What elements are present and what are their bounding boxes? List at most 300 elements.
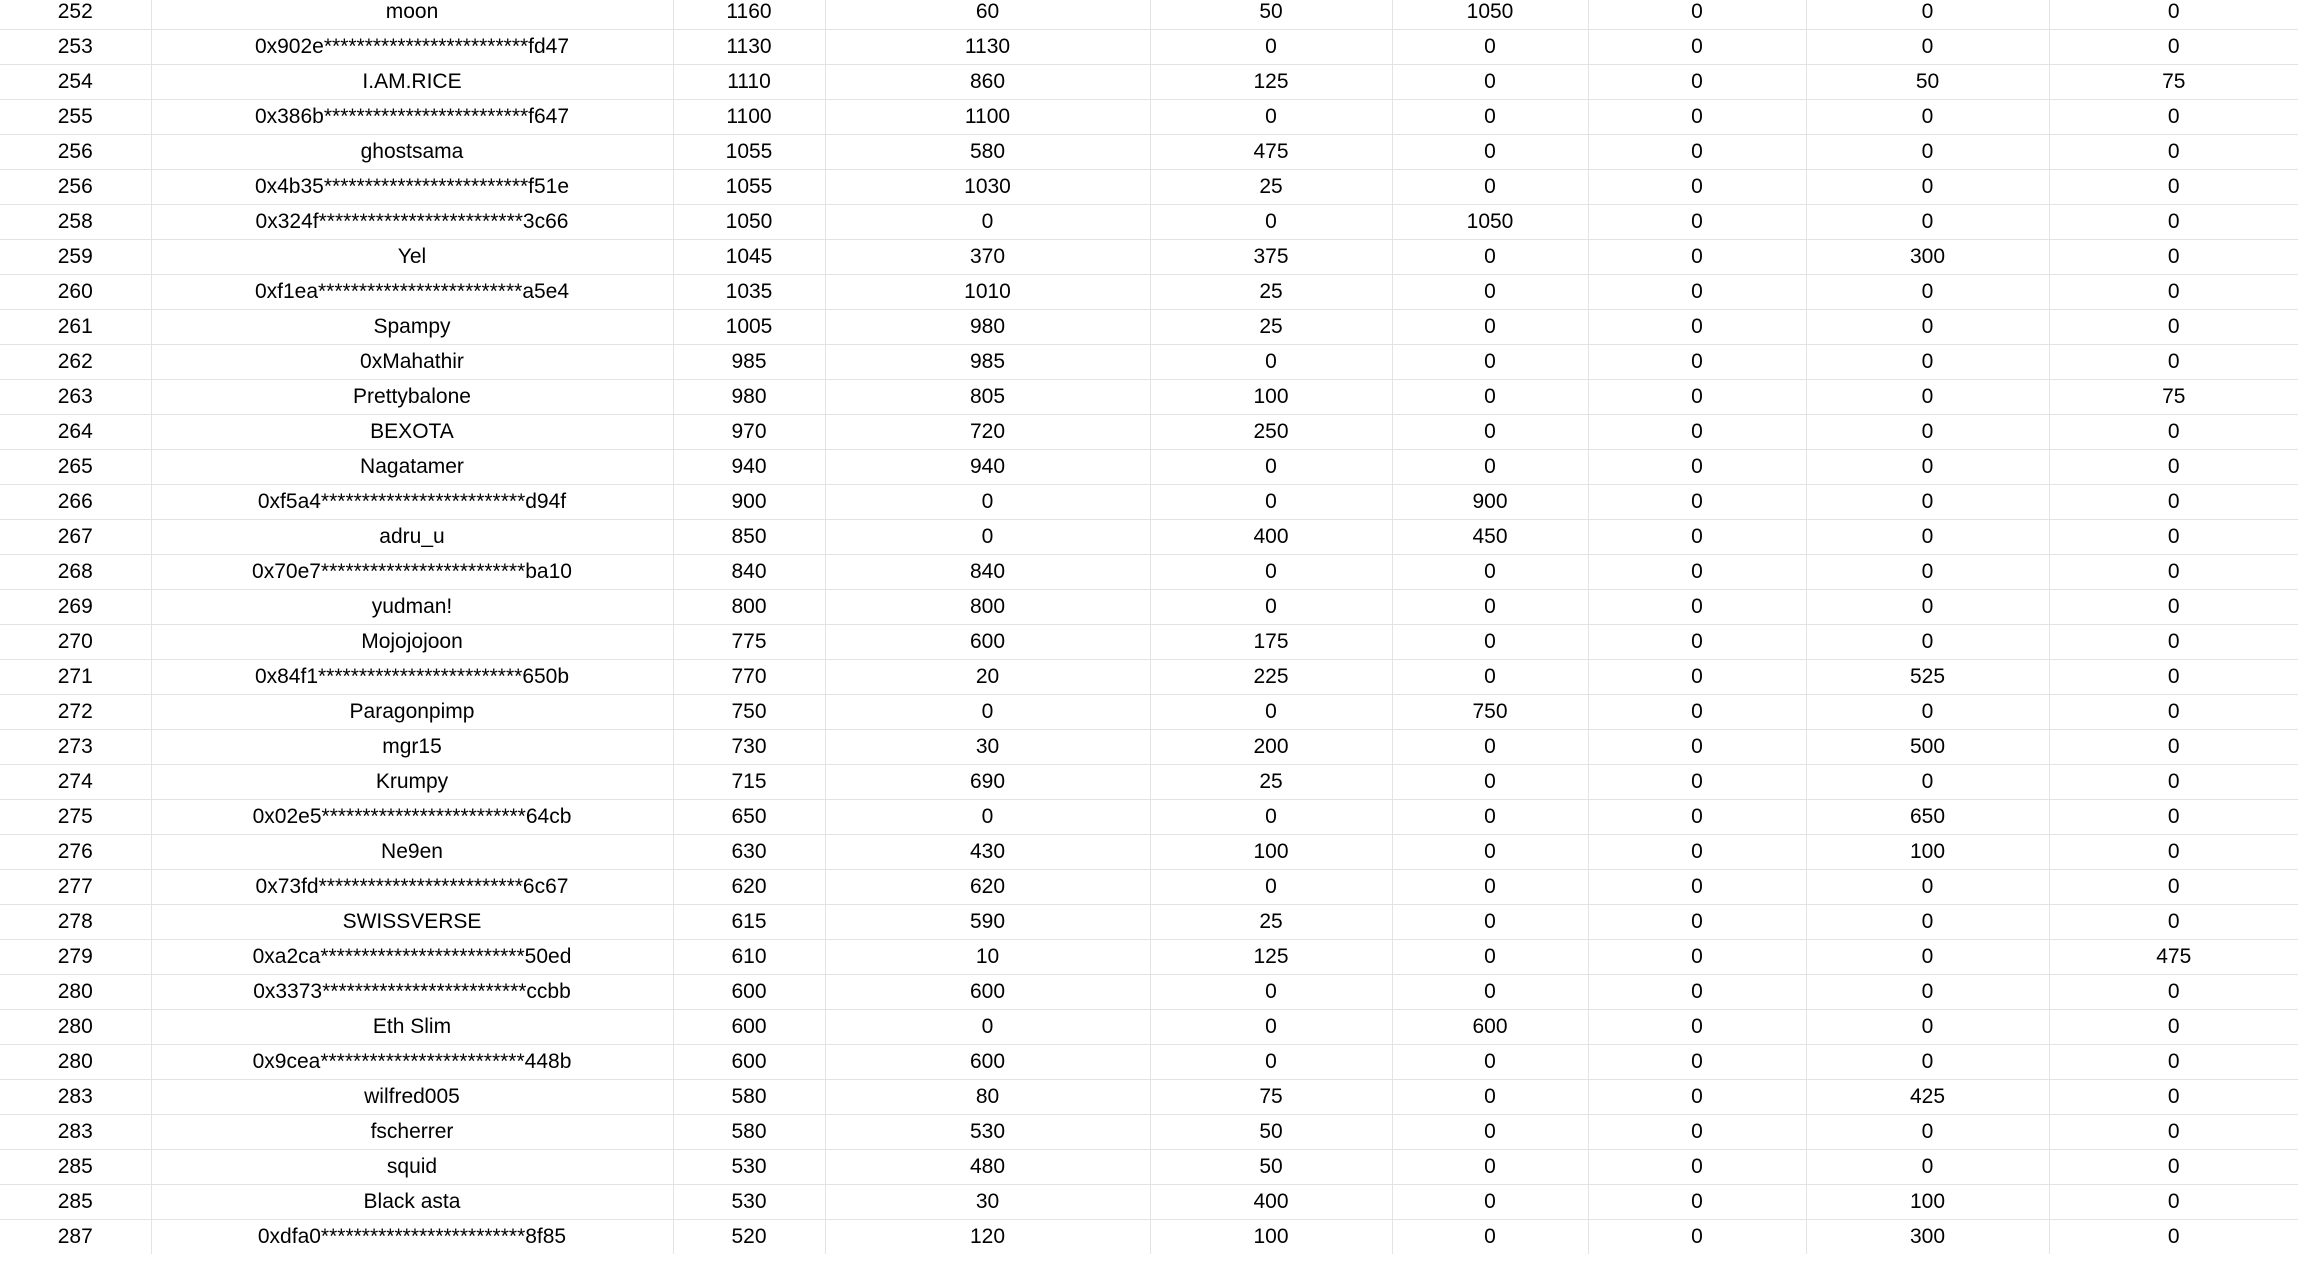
rank-cell[interactable]: 266 bbox=[0, 485, 151, 520]
col-4-cell[interactable]: 985 bbox=[825, 345, 1150, 380]
col-5-cell[interactable]: 125 bbox=[1150, 65, 1392, 100]
rank-cell[interactable]: 271 bbox=[0, 660, 151, 695]
col-7-cell[interactable]: 0 bbox=[1588, 1045, 1806, 1080]
col-8-cell[interactable]: 0 bbox=[1806, 1115, 2049, 1150]
col-9-cell[interactable]: 0 bbox=[2049, 1115, 2298, 1150]
col-7-cell[interactable]: 0 bbox=[1588, 730, 1806, 765]
col-5-cell[interactable]: 0 bbox=[1150, 870, 1392, 905]
rank-cell[interactable]: 269 bbox=[0, 590, 151, 625]
name-cell[interactable]: Mojojojoon bbox=[151, 625, 673, 660]
col-7-cell[interactable]: 0 bbox=[1588, 520, 1806, 555]
col-7-cell[interactable]: 0 bbox=[1588, 485, 1806, 520]
col-4-cell[interactable]: 590 bbox=[825, 905, 1150, 940]
name-cell[interactable]: ghostsama bbox=[151, 135, 673, 170]
col-5-cell[interactable]: 25 bbox=[1150, 765, 1392, 800]
col-6-cell[interactable]: 1050 bbox=[1392, 0, 1588, 30]
col-9-cell[interactable]: 0 bbox=[2049, 275, 2298, 310]
col-5-cell[interactable]: 225 bbox=[1150, 660, 1392, 695]
col-5-cell[interactable]: 400 bbox=[1150, 520, 1392, 555]
name-cell[interactable]: SWISSVERSE bbox=[151, 905, 673, 940]
name-cell[interactable]: Eth Slim bbox=[151, 1010, 673, 1045]
col-6-cell[interactable]: 0 bbox=[1392, 310, 1588, 345]
col-4-cell[interactable]: 840 bbox=[825, 555, 1150, 590]
col-6-cell[interactable]: 0 bbox=[1392, 240, 1588, 275]
total-cell[interactable]: 940 bbox=[673, 450, 825, 485]
col-8-cell[interactable]: 0 bbox=[1806, 345, 2049, 380]
col-7-cell[interactable]: 0 bbox=[1588, 0, 1806, 30]
total-cell[interactable]: 600 bbox=[673, 1045, 825, 1080]
col-4-cell[interactable]: 940 bbox=[825, 450, 1150, 485]
col-4-cell[interactable]: 370 bbox=[825, 240, 1150, 275]
col-6-cell[interactable]: 0 bbox=[1392, 275, 1588, 310]
col-8-cell[interactable]: 0 bbox=[1806, 905, 2049, 940]
name-cell[interactable]: 0x73fd*************************6c67 bbox=[151, 870, 673, 905]
col-4-cell[interactable]: 620 bbox=[825, 870, 1150, 905]
col-8-cell[interactable]: 650 bbox=[1806, 800, 2049, 835]
col-7-cell[interactable]: 0 bbox=[1588, 65, 1806, 100]
col-9-cell[interactable]: 75 bbox=[2049, 380, 2298, 415]
col-4-cell[interactable]: 600 bbox=[825, 975, 1150, 1010]
total-cell[interactable]: 1055 bbox=[673, 135, 825, 170]
col-6-cell[interactable]: 600 bbox=[1392, 1010, 1588, 1045]
total-cell[interactable]: 1045 bbox=[673, 240, 825, 275]
col-8-cell[interactable]: 300 bbox=[1806, 240, 2049, 275]
name-cell[interactable]: adru_u bbox=[151, 520, 673, 555]
rank-cell[interactable]: 276 bbox=[0, 835, 151, 870]
total-cell[interactable]: 580 bbox=[673, 1080, 825, 1115]
col-6-cell[interactable]: 0 bbox=[1392, 1185, 1588, 1220]
col-6-cell[interactable]: 0 bbox=[1392, 415, 1588, 450]
col-4-cell[interactable]: 690 bbox=[825, 765, 1150, 800]
col-5-cell[interactable]: 25 bbox=[1150, 275, 1392, 310]
col-5-cell[interactable]: 50 bbox=[1150, 0, 1392, 30]
col-9-cell[interactable]: 0 bbox=[2049, 730, 2298, 765]
col-8-cell[interactable]: 525 bbox=[1806, 660, 2049, 695]
col-7-cell[interactable]: 0 bbox=[1588, 555, 1806, 590]
name-cell[interactable]: 0x84f1*************************650b bbox=[151, 660, 673, 695]
col-7-cell[interactable]: 0 bbox=[1588, 870, 1806, 905]
col-7-cell[interactable]: 0 bbox=[1588, 1185, 1806, 1220]
rank-cell[interactable]: 280 bbox=[0, 1045, 151, 1080]
col-5-cell[interactable]: 25 bbox=[1150, 170, 1392, 205]
col-4-cell[interactable]: 1030 bbox=[825, 170, 1150, 205]
col-4-cell[interactable]: 0 bbox=[825, 205, 1150, 240]
col-4-cell[interactable]: 120 bbox=[825, 1220, 1150, 1255]
col-4-cell[interactable]: 800 bbox=[825, 590, 1150, 625]
col-5-cell[interactable]: 50 bbox=[1150, 1150, 1392, 1185]
name-cell[interactable]: 0x70e7*************************ba10 bbox=[151, 555, 673, 590]
col-6-cell[interactable]: 0 bbox=[1392, 1115, 1588, 1150]
rank-cell[interactable]: 283 bbox=[0, 1115, 151, 1150]
col-7-cell[interactable]: 0 bbox=[1588, 695, 1806, 730]
col-5-cell[interactable]: 25 bbox=[1150, 310, 1392, 345]
rank-cell[interactable]: 270 bbox=[0, 625, 151, 660]
col-8-cell[interactable]: 0 bbox=[1806, 1010, 2049, 1045]
total-cell[interactable]: 775 bbox=[673, 625, 825, 660]
name-cell[interactable]: 0x386b*************************f647 bbox=[151, 100, 673, 135]
col-9-cell[interactable]: 0 bbox=[2049, 1080, 2298, 1115]
col-9-cell[interactable]: 0 bbox=[2167, 1225, 2180, 1248]
col-5-cell[interactable]: 375 bbox=[1150, 240, 1392, 275]
col-9-cell[interactable]: 0 bbox=[2049, 310, 2298, 345]
col-8-cell[interactable]: 0 bbox=[1806, 975, 2049, 1010]
col-8-cell[interactable]: 0 bbox=[1806, 940, 2049, 975]
col-5-cell[interactable]: 100 bbox=[1150, 1220, 1392, 1255]
col-5-cell[interactable]: 0 bbox=[1150, 800, 1392, 835]
col-9-cell[interactable]: 75 bbox=[2049, 65, 2298, 100]
col-9-cell[interactable]: 0 bbox=[2049, 135, 2298, 170]
rank-cell[interactable]: 280 bbox=[0, 975, 151, 1010]
col-4-cell[interactable]: 1010 bbox=[825, 275, 1150, 310]
col-9-cell[interactable]: 0 bbox=[2049, 30, 2298, 65]
col-7-cell[interactable]: 0 bbox=[1588, 170, 1806, 205]
col-8-cell[interactable]: 0 bbox=[1806, 0, 2049, 30]
col-5-cell[interactable]: 475 bbox=[1150, 135, 1392, 170]
col-7-cell[interactable]: 0 bbox=[1588, 100, 1806, 135]
col-4-cell[interactable]: 0 bbox=[825, 520, 1150, 555]
total-cell[interactable]: 530 bbox=[673, 1185, 825, 1220]
name-cell[interactable]: 0xMahathir bbox=[151, 345, 673, 380]
name-cell[interactable]: 0x902e*************************fd47 bbox=[151, 30, 673, 65]
col-4-cell[interactable]: 980 bbox=[825, 310, 1150, 345]
col-7-cell[interactable]: 0 bbox=[1588, 1080, 1806, 1115]
col-7-cell[interactable]: 0 bbox=[1588, 135, 1806, 170]
col-9-cell[interactable]: 0 bbox=[2049, 450, 2298, 485]
total-cell[interactable]: 620 bbox=[673, 870, 825, 905]
col-4-cell[interactable]: 1100 bbox=[825, 100, 1150, 135]
rank-cell[interactable]: 267 bbox=[0, 520, 151, 555]
col-8-cell[interactable]: 0 bbox=[1806, 1045, 2049, 1080]
name-cell[interactable]: 0xa2ca*************************50ed bbox=[151, 940, 673, 975]
col-7-cell[interactable]: 0 bbox=[1588, 240, 1806, 275]
col-7-cell[interactable]: 0 bbox=[1588, 590, 1806, 625]
total-cell[interactable]: 530 bbox=[673, 1150, 825, 1185]
total-cell[interactable]: 1055 bbox=[673, 170, 825, 205]
rank-cell[interactable]: 283 bbox=[0, 1080, 151, 1115]
col-7-cell[interactable]: 0 bbox=[1588, 765, 1806, 800]
col-9-cell[interactable]: 0 bbox=[2049, 695, 2298, 730]
col-9-cell[interactable]: 0 bbox=[2049, 0, 2298, 30]
col-9-cell[interactable]: 0 bbox=[2049, 100, 2298, 135]
rank-cell[interactable]: 285 bbox=[0, 1185, 151, 1220]
col-7-cell[interactable]: 0 bbox=[1588, 1010, 1806, 1045]
rank-cell[interactable]: 285 bbox=[0, 1150, 151, 1185]
col-9-cell[interactable]: 0 bbox=[2049, 625, 2298, 660]
total-cell[interactable]: 1160 bbox=[673, 0, 825, 30]
total-cell[interactable]: 840 bbox=[673, 555, 825, 590]
name-cell[interactable]: wilfred005 bbox=[151, 1080, 673, 1115]
col-9-cell[interactable]: 0 bbox=[2049, 170, 2298, 205]
col-7-cell[interactable]: 0 bbox=[1588, 415, 1806, 450]
col-8-cell[interactable]: 100 bbox=[1806, 835, 2049, 870]
col-5-cell[interactable]: 25 bbox=[1150, 905, 1392, 940]
col-6-cell[interactable]: 0 bbox=[1392, 765, 1588, 800]
col-4-cell[interactable]: 530 bbox=[825, 1115, 1150, 1150]
total-cell[interactable]: 985 bbox=[673, 345, 825, 380]
name-cell[interactable]: I.AM.RICE bbox=[151, 65, 673, 100]
col-5-cell[interactable]: 0 bbox=[1150, 695, 1392, 730]
rank-cell[interactable]: 287 bbox=[0, 1220, 151, 1255]
col-6-cell[interactable]: 0 bbox=[1392, 905, 1588, 940]
rank-cell[interactable]: 259 bbox=[0, 240, 151, 275]
col-9-cell[interactable]: 0 bbox=[2049, 1150, 2298, 1185]
total-cell[interactable]: 1050 bbox=[673, 205, 825, 240]
name-cell[interactable]: Krumpy bbox=[151, 765, 673, 800]
col-5-cell[interactable]: 50 bbox=[1150, 1115, 1392, 1150]
col-7-cell[interactable]: 0 bbox=[1588, 205, 1806, 240]
col-4-cell[interactable]: 10 bbox=[825, 940, 1150, 975]
col-6-cell[interactable]: 0 bbox=[1392, 1220, 1588, 1255]
total-cell[interactable]: 1005 bbox=[673, 310, 825, 345]
total-cell[interactable]: 615 bbox=[673, 905, 825, 940]
name-cell[interactable]: Paragonpimp bbox=[151, 695, 673, 730]
col-5-cell[interactable]: 400 bbox=[1150, 1185, 1392, 1220]
total-cell[interactable]: 580 bbox=[673, 1115, 825, 1150]
col-8-cell[interactable]: 0 bbox=[1806, 695, 2049, 730]
rank-cell[interactable]: 279 bbox=[0, 940, 151, 975]
col-5-cell[interactable]: 75 bbox=[1150, 1080, 1392, 1115]
rank-cell[interactable]: 256 bbox=[0, 170, 151, 205]
rank-cell[interactable]: 280 bbox=[0, 1010, 151, 1045]
col-6-cell[interactable]: 0 bbox=[1392, 835, 1588, 870]
name-cell[interactable]: 0x02e5*************************64cb bbox=[151, 800, 673, 835]
rank-cell[interactable]: 278 bbox=[0, 905, 151, 940]
col-8-cell[interactable]: 0 bbox=[1806, 555, 2049, 590]
col-5-cell[interactable]: 0 bbox=[1150, 1010, 1392, 1045]
col-6-cell[interactable]: 1050 bbox=[1392, 205, 1588, 240]
name-cell[interactable]: moon bbox=[151, 0, 673, 30]
rank-cell[interactable]: 260 bbox=[0, 275, 151, 310]
name-cell[interactable]: Ne9en bbox=[151, 835, 673, 870]
name-cell[interactable]: 0x3373*************************ccbb bbox=[151, 975, 673, 1010]
col-8-cell[interactable]: 0 bbox=[1806, 765, 2049, 800]
total-cell[interactable]: 770 bbox=[673, 660, 825, 695]
col-6-cell[interactable]: 0 bbox=[1392, 730, 1588, 765]
col-4-cell[interactable]: 720 bbox=[825, 415, 1150, 450]
name-cell[interactable]: yudman! bbox=[151, 590, 673, 625]
col-8-cell[interactable]: 500 bbox=[1806, 730, 2049, 765]
col-9-cell[interactable]: 0 bbox=[2049, 800, 2298, 835]
name-cell[interactable]: Yel bbox=[151, 240, 673, 275]
name-cell[interactable]: 0xdfa0*************************8f85 bbox=[151, 1220, 673, 1255]
col-5-cell[interactable]: 0 bbox=[1150, 1045, 1392, 1080]
col-7-cell[interactable]: 0 bbox=[1588, 30, 1806, 65]
col-7-cell[interactable]: 0 bbox=[1588, 835, 1806, 870]
col-7-cell[interactable]: 0 bbox=[1588, 625, 1806, 660]
total-cell[interactable]: 715 bbox=[673, 765, 825, 800]
rank-cell[interactable]: 261 bbox=[0, 310, 151, 345]
col-8-cell[interactable]: 100 bbox=[1806, 1185, 2049, 1220]
col-4-cell[interactable]: 80 bbox=[825, 1080, 1150, 1115]
col-6-cell[interactable]: 0 bbox=[1392, 800, 1588, 835]
col-8-cell[interactable]: 0 bbox=[1806, 485, 2049, 520]
col-9-cell[interactable]: 0 bbox=[2049, 415, 2298, 450]
col-6-cell[interactable]: 0 bbox=[1392, 450, 1588, 485]
name-cell[interactable]: 0xf1ea*************************a5e4 bbox=[151, 275, 673, 310]
total-cell[interactable]: 600 bbox=[673, 975, 825, 1010]
col-4-cell[interactable]: 0 bbox=[825, 485, 1150, 520]
rank-cell[interactable]: 262 bbox=[0, 345, 151, 380]
col-9-cell[interactable]: 0 bbox=[2049, 660, 2298, 695]
col-4-cell[interactable]: 480 bbox=[825, 1150, 1150, 1185]
name-cell[interactable]: 0x9cea*************************448b bbox=[151, 1045, 673, 1080]
col-6-cell[interactable]: 0 bbox=[1392, 380, 1588, 415]
col-5-cell[interactable]: 100 bbox=[1150, 835, 1392, 870]
name-cell[interactable]: squid bbox=[151, 1150, 673, 1185]
total-cell[interactable]: 1100 bbox=[673, 100, 825, 135]
col-7-cell[interactable]: 0 bbox=[1588, 1115, 1806, 1150]
total-cell[interactable]: 980 bbox=[673, 380, 825, 415]
col-4-cell[interactable]: 20 bbox=[825, 660, 1150, 695]
total-cell[interactable]: 650 bbox=[673, 800, 825, 835]
col-9-cell[interactable]: 0 bbox=[2049, 1010, 2298, 1045]
name-cell[interactable]: Black asta bbox=[151, 1185, 673, 1220]
rank-cell[interactable]: 256 bbox=[0, 135, 151, 170]
total-cell[interactable]: 970 bbox=[673, 415, 825, 450]
col-9-cell[interactable]: 0 bbox=[2049, 555, 2298, 590]
col-6-cell[interactable]: 0 bbox=[1392, 1150, 1588, 1185]
col-4-cell[interactable]: 1130 bbox=[825, 30, 1150, 65]
col-7-cell[interactable]: 0 bbox=[1588, 1220, 1806, 1255]
total-cell[interactable]: 900 bbox=[673, 485, 825, 520]
col-9-cell[interactable]: 0 bbox=[2049, 485, 2298, 520]
col-7-cell[interactable]: 0 bbox=[1588, 905, 1806, 940]
col-9-cell[interactable]: 475 bbox=[2049, 940, 2298, 975]
col-4-cell[interactable]: 600 bbox=[825, 1045, 1150, 1080]
col-4-cell[interactable]: 0 bbox=[825, 695, 1150, 730]
col-6-cell[interactable]: 900 bbox=[1392, 485, 1588, 520]
rank-cell[interactable]: 273 bbox=[0, 730, 151, 765]
col-8-cell[interactable]: 0 bbox=[1806, 135, 2049, 170]
col-7-cell[interactable]: 0 bbox=[1588, 940, 1806, 975]
rank-cell[interactable]: 274 bbox=[0, 765, 151, 800]
col-7-cell[interactable]: 0 bbox=[1588, 450, 1806, 485]
col-8-cell[interactable]: 0 bbox=[1806, 310, 2049, 345]
col-8-cell[interactable]: 425 bbox=[1806, 1080, 2049, 1115]
col-7-cell[interactable]: 0 bbox=[1588, 275, 1806, 310]
col-6-cell[interactable]: 0 bbox=[1392, 170, 1588, 205]
col-6-cell[interactable]: 450 bbox=[1392, 520, 1588, 555]
col-6-cell[interactable]: 0 bbox=[1392, 660, 1588, 695]
col-5-cell[interactable]: 0 bbox=[1150, 485, 1392, 520]
col-7-cell[interactable]: 0 bbox=[1588, 310, 1806, 345]
col-6-cell[interactable]: 0 bbox=[1392, 1045, 1588, 1080]
col-6-cell[interactable]: 0 bbox=[1392, 345, 1588, 380]
col-4-cell[interactable]: 580 bbox=[825, 135, 1150, 170]
col-8-cell[interactable]: 0 bbox=[1806, 380, 2049, 415]
name-cell[interactable]: 0x324f*************************3c66 bbox=[151, 205, 673, 240]
col-6-cell[interactable]: 0 bbox=[1392, 940, 1588, 975]
name-cell[interactable]: Spampy bbox=[151, 310, 673, 345]
total-cell[interactable]: 610 bbox=[673, 940, 825, 975]
col-6-cell[interactable]: 0 bbox=[1392, 590, 1588, 625]
col-5-cell[interactable]: 250 bbox=[1150, 415, 1392, 450]
col-5-cell[interactable]: 100 bbox=[1150, 380, 1392, 415]
rank-cell[interactable]: 272 bbox=[0, 695, 151, 730]
rank-cell[interactable]: 268 bbox=[0, 555, 151, 590]
total-cell[interactable]: 520 bbox=[673, 1220, 825, 1255]
total-cell[interactable]: 1130 bbox=[673, 30, 825, 65]
col-8-cell[interactable]: 0 bbox=[1806, 100, 2049, 135]
col-6-cell[interactable]: 0 bbox=[1392, 975, 1588, 1010]
col-7-cell[interactable]: 0 bbox=[1588, 380, 1806, 415]
col-6-cell[interactable]: 0 bbox=[1392, 65, 1588, 100]
col-9-cell[interactable]: 0 bbox=[2049, 590, 2298, 625]
col-6-cell[interactable]: 0 bbox=[1392, 870, 1588, 905]
col-7-cell[interactable]: 0 bbox=[1588, 1150, 1806, 1185]
col-9-cell[interactable]: 0 bbox=[2049, 1185, 2298, 1220]
col-8-cell[interactable]: 0 bbox=[1806, 1150, 2049, 1185]
col-4-cell[interactable]: 30 bbox=[825, 730, 1150, 765]
col-8-cell[interactable]: 300 bbox=[1806, 1220, 2049, 1255]
col-6-cell[interactable]: 0 bbox=[1392, 625, 1588, 660]
total-cell[interactable]: 750 bbox=[673, 695, 825, 730]
col-4-cell[interactable]: 860 bbox=[825, 65, 1150, 100]
col-9-cell[interactable]: 0 bbox=[2049, 765, 2298, 800]
col-6-cell[interactable]: 0 bbox=[1392, 100, 1588, 135]
rank-cell[interactable]: 255 bbox=[0, 100, 151, 135]
col-4-cell[interactable]: 805 bbox=[825, 380, 1150, 415]
col-6-cell[interactable]: 750 bbox=[1392, 695, 1588, 730]
total-cell[interactable]: 730 bbox=[673, 730, 825, 765]
col-5-cell[interactable]: 0 bbox=[1150, 345, 1392, 380]
col-8-cell[interactable]: 0 bbox=[1806, 205, 2049, 240]
total-cell[interactable]: 850 bbox=[673, 520, 825, 555]
col-8-cell[interactable]: 0 bbox=[1806, 590, 2049, 625]
col-4-cell[interactable]: 0 bbox=[825, 1010, 1150, 1045]
total-cell[interactable]: 800 bbox=[673, 590, 825, 625]
col-9-cell[interactable]: 0 bbox=[2049, 870, 2298, 905]
name-cell[interactable]: fscherrer bbox=[151, 1115, 673, 1150]
rank-cell[interactable]: 253 bbox=[0, 30, 151, 65]
col-4-cell[interactable]: 0 bbox=[825, 800, 1150, 835]
col-5-cell[interactable]: 0 bbox=[1150, 590, 1392, 625]
col-5-cell[interactable]: 0 bbox=[1150, 975, 1392, 1010]
col-5-cell[interactable]: 0 bbox=[1150, 555, 1392, 590]
col-9-cell[interactable]: 0 bbox=[2049, 240, 2298, 275]
name-cell[interactable]: 0xf5a4*************************d94f bbox=[151, 485, 673, 520]
name-cell[interactable]: mgr15 bbox=[151, 730, 673, 765]
rank-cell[interactable]: 263 bbox=[0, 380, 151, 415]
col-9-cell[interactable]: 0 bbox=[2049, 835, 2298, 870]
name-cell[interactable]: Prettybalone bbox=[151, 380, 673, 415]
rank-cell[interactable]: 252 bbox=[0, 0, 151, 30]
col-8-cell[interactable]: 0 bbox=[1806, 30, 2049, 65]
col-8-cell[interactable]: 50 bbox=[1806, 65, 2049, 100]
col-9-cell[interactable]: 0 bbox=[2049, 975, 2298, 1010]
col-9-cell[interactable]: 0 bbox=[2049, 905, 2298, 940]
total-cell[interactable]: 1110 bbox=[673, 65, 825, 100]
col-4-cell[interactable]: 30 bbox=[825, 1185, 1150, 1220]
col-6-cell[interactable]: 0 bbox=[1392, 1080, 1588, 1115]
rank-cell[interactable]: 264 bbox=[0, 415, 151, 450]
col-7-cell[interactable]: 0 bbox=[1588, 660, 1806, 695]
col-5-cell[interactable]: 175 bbox=[1150, 625, 1392, 660]
name-cell[interactable]: Nagatamer bbox=[151, 450, 673, 485]
col-6-cell[interactable]: 0 bbox=[1392, 135, 1588, 170]
col-8-cell[interactable]: 0 bbox=[1806, 870, 2049, 905]
col-8-cell[interactable]: 0 bbox=[1806, 450, 2049, 485]
total-cell[interactable]: 630 bbox=[673, 835, 825, 870]
col-8-cell[interactable]: 0 bbox=[1806, 275, 2049, 310]
rank-cell[interactable]: 277 bbox=[0, 870, 151, 905]
col-5-cell[interactable]: 0 bbox=[1150, 450, 1392, 485]
col-9-cell[interactable]: 0 bbox=[2049, 520, 2298, 555]
col-5-cell[interactable]: 0 bbox=[1150, 100, 1392, 135]
col-9-cell[interactable]: 0 bbox=[2049, 205, 2298, 240]
col-9-cell[interactable]: 0 bbox=[2049, 1045, 2298, 1080]
name-cell[interactable]: BEXOTA bbox=[151, 415, 673, 450]
